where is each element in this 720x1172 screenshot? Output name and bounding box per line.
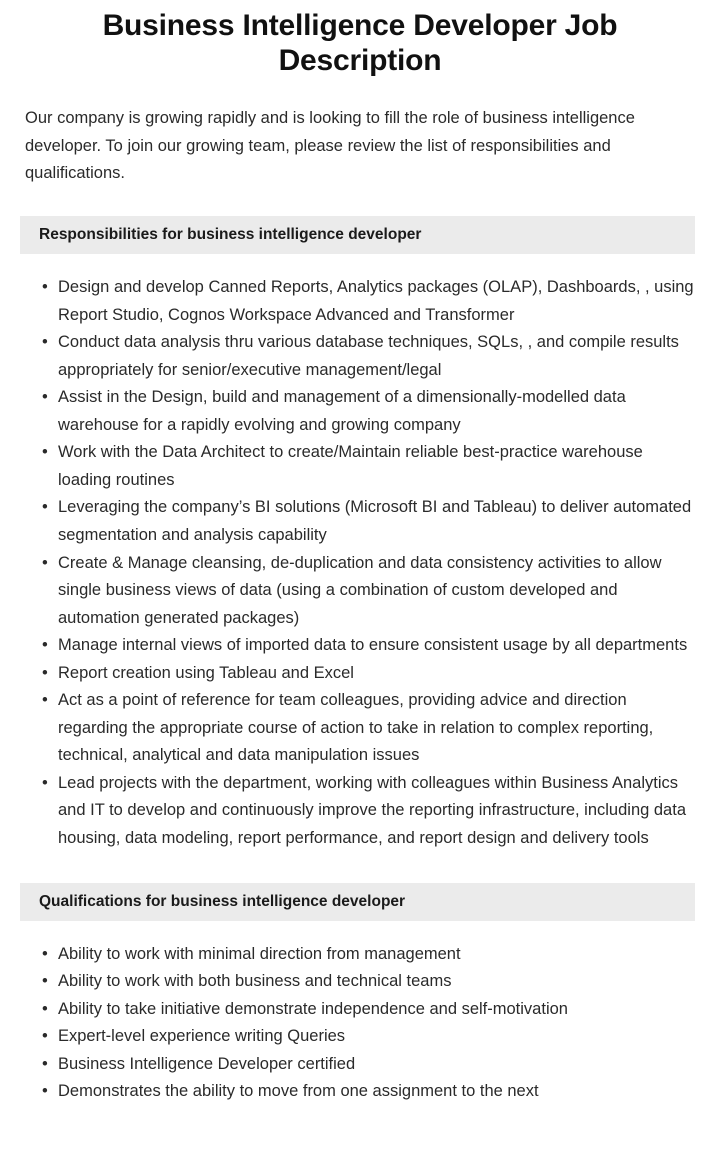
- bullet-point-icon: •: [42, 636, 48, 655]
- bullet-point-icon: •: [42, 333, 48, 352]
- bullet-point-icon: •: [42, 691, 48, 710]
- bullet-point-icon: •: [42, 999, 48, 1018]
- qualification-list-item: [0, 1051, 695, 1079]
- qualification-list-item: [0, 996, 695, 1024]
- bullet-point-icon: •: [42, 944, 48, 963]
- qualification-list-item-text: Expert-level experience writing Queries: [58, 1027, 346, 1046]
- responsibility-list-item: [0, 550, 695, 633]
- responsibility-list-item-text: Manage internal views of imported data to ensure consistent usage by all departments: [58, 636, 688, 655]
- bullet-point-icon: •: [42, 553, 48, 572]
- qualification-list-item: [0, 941, 695, 969]
- responsibility-list-item-text: Conduct data analysis thru various database techniques, SQLs, , and compile results appropriately for senior/executive management/legal: [58, 333, 679, 379]
- responsibility-list-item-text: Lead projects with the department, working with colleagues within Business Analytics and IT to develop and continuously improve the reporting infrastructure, including data housing, data modeling, report performance, and report design and delivery tools: [58, 773, 686, 848]
- bullet-point-icon: •: [42, 1082, 48, 1101]
- responsibilities-heading: Responsibilities for business intelligence developer: [20, 216, 695, 254]
- responsibility-list-item-text: Assist in the Design, build and management of a dimensionally-modelled data warehouse for a rapidly evolving and growing company: [58, 388, 626, 434]
- responsibility-list-item-text: Design and develop Canned Reports, Analytics packages (OLAP), Dashboards, , using Report Studio, Cognos Workspace Advanced and Transformer: [58, 278, 694, 324]
- qualification-list-item-text: Ability to take initiative demonstrate independence and self-motivation: [58, 999, 568, 1018]
- responsibility-list-item-text: Act as a point of reference for team colleagues, providing advice and direction regarding the appropriate course of action to take in relation to complex reporting, technical, analytical and data manipulation issues: [58, 691, 654, 765]
- responsibilities-section: [0, 216, 720, 853]
- bullet-point-icon: •: [42, 498, 48, 517]
- qualification-list-item-text: Ability to work with minimal direction from management: [58, 944, 461, 963]
- qualification-list-item: [0, 1023, 695, 1051]
- bullet-point-icon: •: [42, 1054, 48, 1073]
- bullet-point-icon: •: [42, 773, 48, 792]
- responsibility-list-item: [0, 687, 695, 770]
- responsibility-list-item: [0, 632, 695, 660]
- qualifications-section: [0, 883, 720, 1106]
- responsibility-list-item-text: Report creation using Tableau and Excel: [58, 663, 354, 682]
- bullet-point-icon: •: [42, 1027, 48, 1046]
- qualifications-list: [0, 921, 720, 1106]
- qualification-list-item-text: Business Intelligence Developer certified: [58, 1054, 356, 1073]
- responsibility-list-item: [0, 274, 695, 329]
- responsibility-list-item-text: Leveraging the company’s BI solutions (Microsoft BI and Tableau) to deliver automated segmentation and analysis capability: [58, 498, 692, 544]
- responsibility-list-item-text: Create & Manage cleansing, de-duplication and data consistency activities to allow single business views of data (using a combination of custom developed and automation generated packages): [58, 553, 662, 627]
- qualifications-heading: Qualifications for business intelligence developer: [20, 883, 695, 921]
- responsibilities-list: [0, 254, 720, 852]
- bullet-point-icon: •: [42, 443, 48, 462]
- responsibility-list-item: [0, 660, 695, 688]
- qualification-list-item-text: Ability to work with both business and technical teams: [58, 972, 452, 991]
- intro-paragraph: Our company is growing rapidly and is looking to fill the role of business intelligence developer. To join our growing team, please review the list of responsibilities and qualifications.: [25, 108, 635, 183]
- responsibility-list-item: [0, 770, 695, 853]
- page-title: Business Intelligence Developer Job Description: [102, 9, 618, 78]
- qualification-list-item: [0, 1078, 695, 1106]
- qualification-list-item: [0, 968, 695, 996]
- qualification-list-item-text: Demonstrates the ability to move from one assignment to the next: [58, 1082, 539, 1101]
- responsibility-list-item: [0, 384, 695, 439]
- responsibility-list-item-text: Work with the Data Architect to create/Maintain reliable best-practice warehouse loading routines: [58, 443, 643, 489]
- bullet-point-icon: •: [42, 388, 48, 407]
- bullet-point-icon: •: [42, 663, 48, 682]
- bullet-point-icon: •: [42, 972, 48, 991]
- bullet-point-icon: •: [42, 278, 48, 297]
- responsibility-list-item: [0, 494, 695, 549]
- responsibility-list-item: [0, 439, 695, 494]
- responsibility-list-item: [0, 329, 695, 384]
